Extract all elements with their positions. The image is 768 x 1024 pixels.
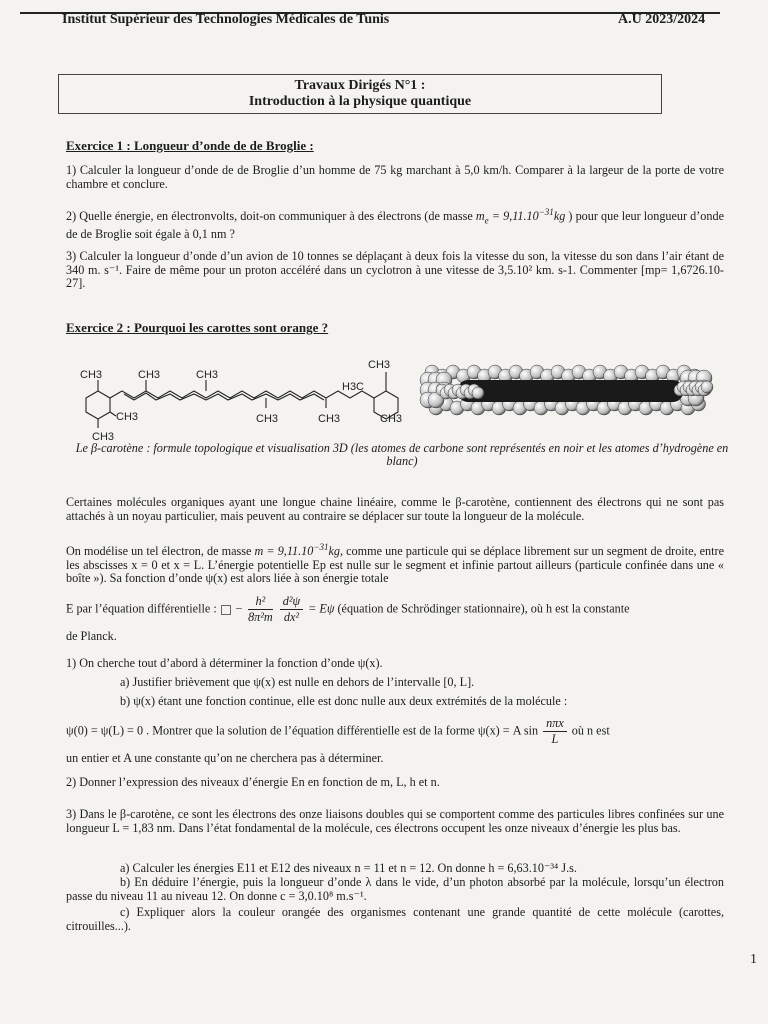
institution-name: Institut Supérieur des Technologies Médicales de Tunis [62,12,390,27]
ex2-question-1b-line1: b) ψ(x) étant une fonction continue, elle est donc nulle aux deux extrémités de la molécule : [120,694,568,708]
ex1-question-3: 3) Calculer la longueur d’onde d’un avion de 10 tonnes se déplaçant à deux fois la vitesse du son, la vitesse du son dans l’air étant de 340 m. s⁻¹. Faire de même pour un proton accéléré dans un cyclotron à une vitesse de 3,5.10² km. s-1. Commenter [mp= 1,6726.10-27]. [66,249,724,290]
beta-carotene-3d-model [418,350,718,430]
mol-label-ch3-3: CH3 [196,369,219,381]
beta-carotene-skeletal-formula [66,356,416,446]
title-line-2: Introduction à la physique quantique [248,94,472,109]
intro2-text-b: , comme une particule qui se déplace librement sur un segment de droite, entre les abscisses x = 0 et x = L. L’énergie potentielle Ep est nulle sur le segment et infinie partout ailleurs (particule confinée dans une « boîte »). Sa fonction d’onde ψ(x) est alors liée à son énergie totale [66,544,724,586]
mol-label-ch3-5: CH3 [92,431,115,443]
exercise-1-heading: Exercice 1 : Longueur d’onde de de Broglie : [66,138,314,153]
eq-postfix: (équation de Schrödinger stationnaire), où h est la constante [337,601,630,616]
q1b-text: ψ(0) = ψ(L) = 0 . Montrer que la solution de l’équation différentielle est de la forme ψ(x) = A sin [66,723,539,738]
mol-label-ch3-7: CH3 [318,413,341,425]
eq-prefix: E par l’équation différentielle : [66,601,217,616]
ex2-question-3a: a) Calculer les énergies E11 et E12 des niveaux n = 11 et n = 12. On donne h = 6,63.10⁻³⁴ J.s. [120,861,577,875]
ex2-intro-paragraph-1: Certaines molécules organiques ayant une longue chaine linéaire, comme le β-carotène, contiennent des électrons qui ne sont pas attachés à un noyau particulier, mais peuvent au contraire se déplacer sur toute la longueur de la molécule. [66,495,724,523]
exercise-2-heading: Exercice 2 : Pourquoi les carottes sont orange ? [66,320,329,335]
ex2-question-3: 3) Dans le β-carotène, ce sont les électrons des onze liaisons doubles qui se comportent comme des particules libres confinées sur une longueur L = 1,83 nm. Dans l’état fondamental de la molécule, ces électrons occupent les onze niveaux d’énergie les plus bas. [66,807,724,835]
checkbox-artifact [221,605,231,615]
eq-rhs: = Eψ [308,601,335,616]
academic-year: A.U 2023/2024 [618,12,706,27]
ex2-question-1a: a) Justifier brièvement que ψ(x) est nulle en dehors de l’intervalle [0, L]. [120,675,475,689]
ex1-question-2 [66,206,724,242]
mol-label-ch3-1: CH3 [80,369,103,381]
q1b-text-end: où n est [571,723,610,738]
schrodinger-equation-line: E par l’équation différentielle : − $\frac{\text{h²}}{\text{8π²m}}$ $\frac{\text{d²ψ}}{\text{dx²}}$ = Eψ (équation de Schrödinger stationnaire), où h est la constante [66,594,630,624]
ex2-question-1b-line3: un entier et A une constante qu’on ne cherchera pas à déterminer. [66,751,384,765]
title-box [58,74,662,114]
atom-sphere [701,381,713,393]
eq-fraction-h: $\frac{\text{h²}}{\text{8π²m}}$ [248,594,273,624]
carbon-chain-body [458,380,683,402]
mol-label-ch3-6: CH3 [256,413,279,425]
page-number: 1 [750,952,757,967]
sin-argument-fraction: $\frac{\text{nπx}}{L}$ [543,716,567,747]
mol-label-ch3-8: CH3 [368,359,391,371]
mol-label-ch3-9: CH3 [380,413,403,425]
eq-postfix-2: de Planck. [66,629,117,643]
ex2-question-1b-line2 [66,716,724,747]
eq-fraction-derivative: $\frac{\text{d²ψ}}{\text{dx²}}$ [280,594,303,625]
title-line-1: Travaux Dirigés N°1 : [294,78,426,93]
intro-mass-formula: $m = 9,11.10^{-31}kg$ [254,542,340,559]
atom-sphere [472,387,484,399]
figure-caption: Le β-carotène : formule topologique et visualisation 3D (les atomes de carbone sont représentés en noir et les atomes d’hydrogène en blanc) [75,441,729,468]
mol-label-ch3-2: CH3 [138,369,161,381]
ex1-question-1: 1) Calculer la longueur d’onde de de Broglie d’un homme de 75 kg marchant à 5,0 km/h. Comparer à la largeur de la porte de votre chambre et conclure. [66,163,724,191]
ex2-question-3b: b) En déduire l’énergie, puis la longueur d’onde λ dans le vide, d’un photon absorbé par la molécule, lorsqu’un électron passe du niveau 11 au niveau 12. On donne c = 3,0.10⁸ m.s⁻¹. [66,875,724,903]
mol-label-ch3-4: CH3 [116,411,139,423]
intro2-text-a: On modélise un tel électron, de masse [66,544,252,559]
ex1-q2-text-a: 2) Quelle énergie, en électronvolts, doit-on communiquer à des électrons (de masse [66,209,473,224]
ex2-intro-paragraph-2 [66,541,724,586]
electron-mass-formula: $m_e = 9,11.10^{-31}kg$ [475,207,566,226]
ex2-question-2: 2) Donner l’expression des niveaux d’énergie En en fonction de m, L, h et n. [66,775,440,789]
ex1-q2-text-b: ) pour que leur longueur d’onde de de Broglie soit égale à 0,1 nm ? [66,209,724,241]
ex2-question-1: 1) On cherche tout d’abord à déterminer la fonction d’onde ψ(x). [66,656,383,670]
mol-label-h3c: H3C [342,381,365,393]
ex2-question-3c: c) Expliquer alors la couleur orangée des organismes contenant une grande quantité de cette molécule (carottes, citrouilles...). [66,905,724,933]
